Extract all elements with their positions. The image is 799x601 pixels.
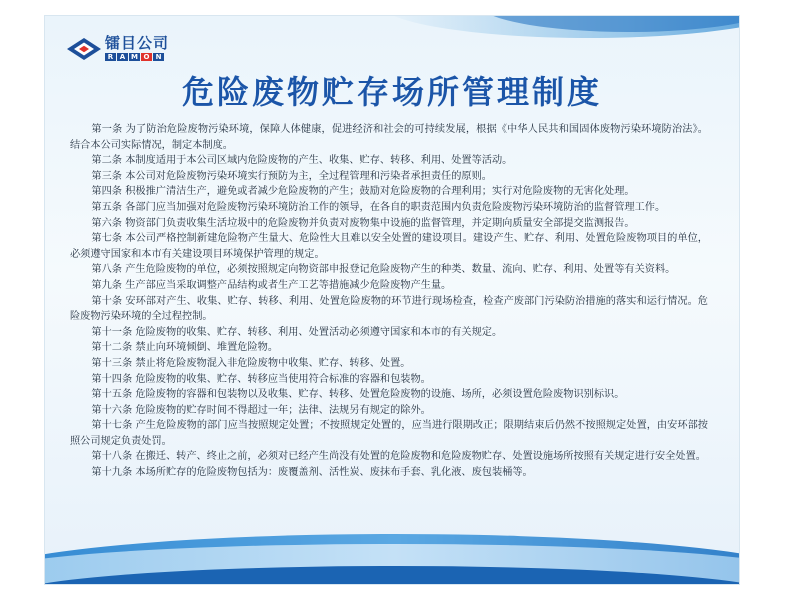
clause-14: 第十四条 危险废物的收集、贮存、转移应当使用符合标准的容器和包装物。 (91, 373, 431, 385)
clause-2: 第二条 本制度适用于本公司区域内危险废物的产生、收集、贮存、转移、利用、处置等活动。 (91, 155, 513, 167)
logo-text-block (105, 36, 169, 61)
page-title: 危险废物贮存场所管理制度 (181, 73, 602, 111)
logo-letter: R (105, 53, 116, 61)
logo-letter: O (141, 53, 152, 61)
clause-1: 第一条 为了防治危险废物污染环境，保障人体健康，促进经济和社会的可持续发展，根据《中华人民共和国固体废物污染环境防治法》。结合本公司实际情况，制定本制度。 (70, 124, 708, 151)
clause-3: 第三条 本公司对危险废物污染环境实行预防为主，全过程管理和污染者承担责任的原则。 (91, 170, 492, 182)
company-logo (67, 36, 169, 61)
clause-13: 第十三条 禁止将危险废物混入非危险废物中收集、贮存、转移、处置。 (91, 357, 411, 369)
clause-7: 第七条 本公司严格控制新建危险物产生量大、危险性大且难以安全处置的建设项目。建设产生、贮存、利用、处置危险废物项目的单位，必须遵守国家和本市有关建设项目环境保护管理的规定。 (70, 233, 708, 260)
clause-8: 第八条 产生危险废物的单位，必须按照规定向物资部申报登记危险废物产生的种类、数量、流向、贮存、利用、处置等有关资料。 (91, 264, 676, 276)
logo-emblem-icon (67, 38, 101, 60)
notice-board (45, 16, 739, 584)
logo-name-cn: 镭目公司 (105, 34, 170, 52)
logo-name-en (105, 53, 169, 61)
logo-letter: N (153, 53, 164, 61)
clause-5: 第五条 各部门应当加强对危险废物污染环境防治工作的领导，在各自的职责范围内负责危险废物污染环境防治的监督管理工作。 (91, 201, 666, 213)
clause-17: 第十七条 产生危险废物的部门应当按照规定处置；不按照规定处置的，应当进行限期改正；限期结束后仍然不按照规定处置，由安环部按照公司规定负责处罚。 (70, 420, 708, 447)
clause-6: 第六条 物资部门负责收集生活垃圾中的危险废物并负责对废物集中设施的监督管理，并定期向质量安全部提交监测报告。 (91, 217, 635, 229)
clause-11: 第十一条 危险废物的收集、贮存、转移、利用、处置活动必须遵守国家和本市的有关规定。 (91, 326, 503, 338)
clause-4: 第四条 积极推广清洁生产，避免或者减少危险废物的产生；鼓励对危险废物的合理利用；实行对危险废物的无害化处理。 (91, 186, 635, 198)
clause-10: 第十条 安环部对产生、收集、贮存、转移、利用、处置危险废物的环节进行现场检查，检查产废部门污染防治措施的落实和运行情况。危险废物污染环境的全过程控制。 (70, 295, 708, 323)
clause-12: 第十二条 禁止向环境倾倒、堆置危险物。 (91, 342, 279, 354)
clause-9: 第九条 生产部应当采取调整产品结构或者生产工艺等措施减少危险废物产生量。 (91, 279, 452, 291)
clause-15: 第十五条 危险废物的容器和包装物以及收集、贮存、转移、处置危险废物的设施、场所，必须设置危险废物识别标识。 (91, 389, 625, 401)
clause-16: 第十六条 危险废物的贮存时间不得超过一年；法律、法规另有规定的除外。 (91, 404, 431, 416)
logo-letter: A (117, 53, 128, 61)
clause-18: 第十八条 在搬迁、转产、终止之前，必须对已经产生尚没有处置的危险废物和危险废物贮存、处置设施场所按照有关规定进行安全处置。 (91, 451, 706, 463)
clause-19: 第十九条 本场所贮存的危险废物包括为：废覆盖剂、活性炭、废抹布手套、乳化液、废包装桶等。 (91, 467, 533, 479)
logo-letter: M (129, 53, 140, 61)
regulation-body (70, 122, 708, 481)
